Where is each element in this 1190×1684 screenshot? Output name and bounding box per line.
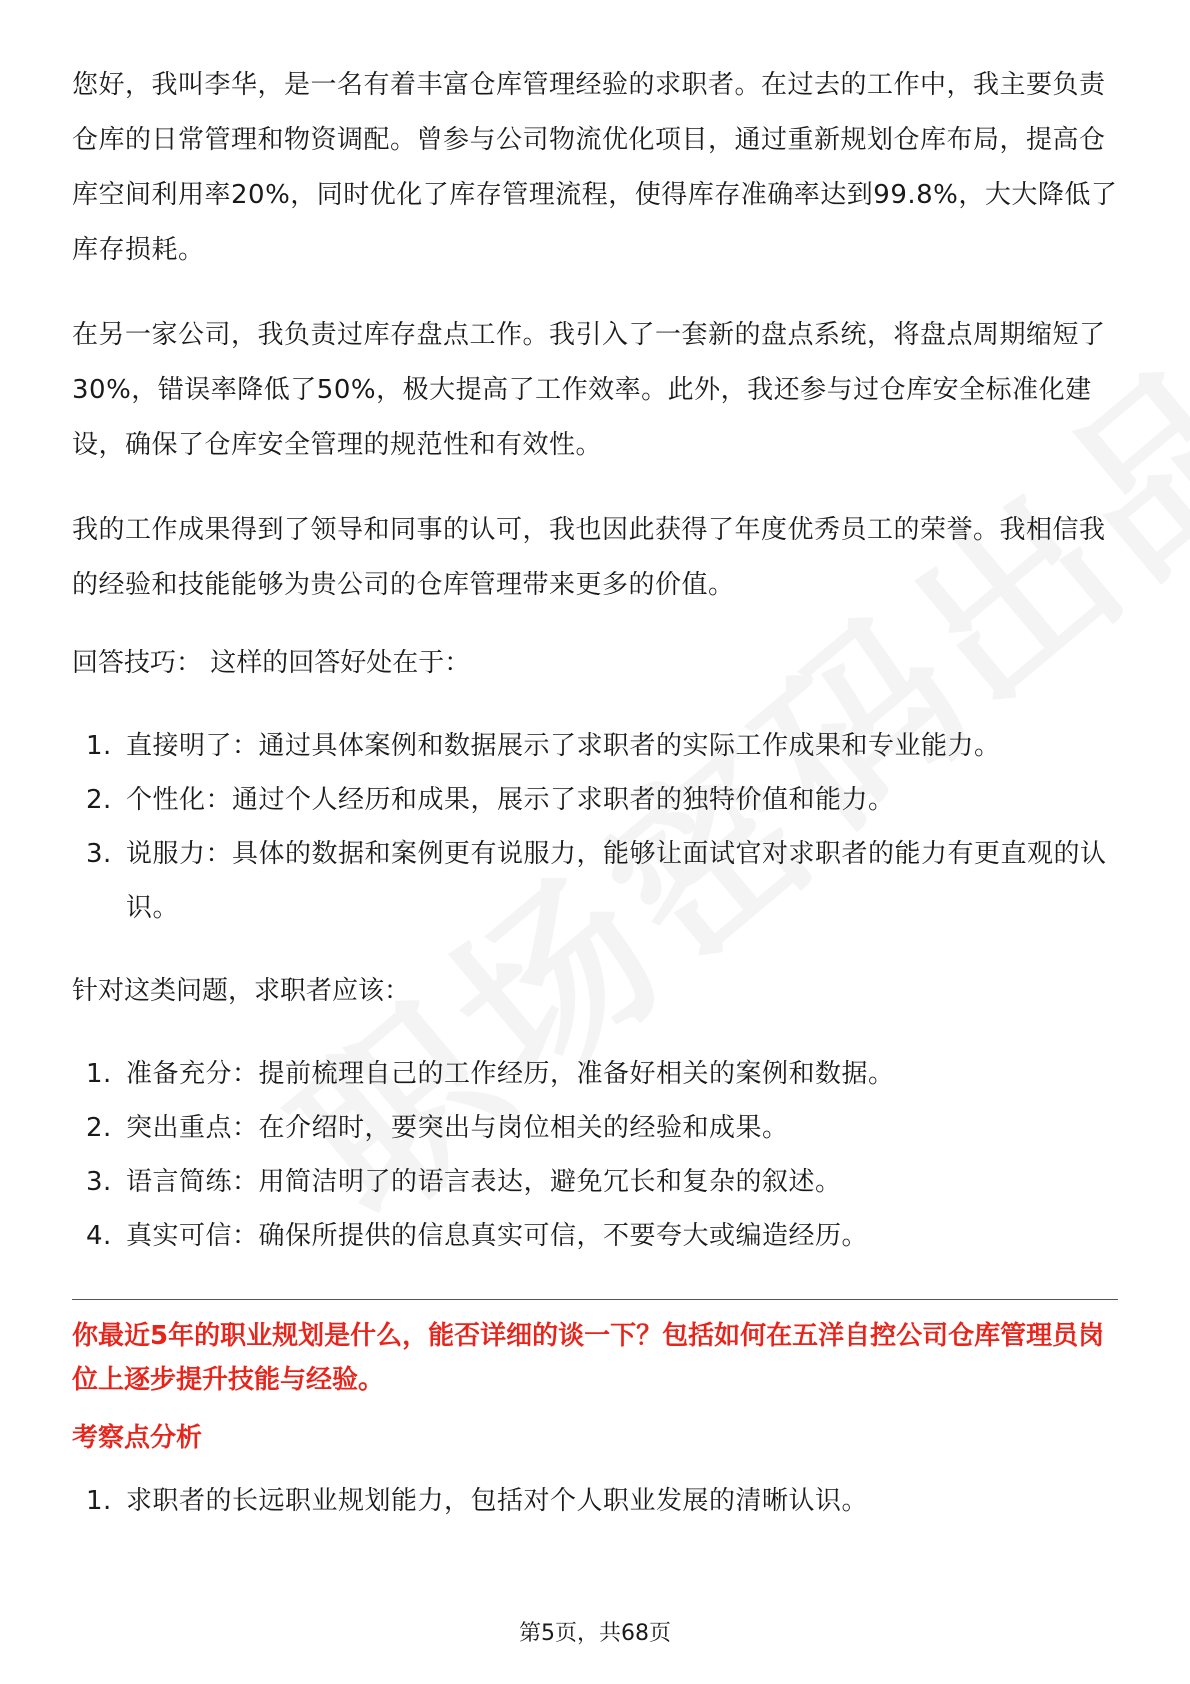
- tips-label: 回答技巧： 这样的回答好处在于：: [72, 648, 471, 678]
- section-divider: [72, 1299, 1118, 1300]
- analysis-list: [72, 1474, 1118, 1528]
- list-item: [72, 719, 1118, 773]
- list-number: 1.: [86, 731, 112, 761]
- interview-question: 你最近5年的职业规划是什么，能否详细的谈一下？包括如何在五洋自控公司仓库管理员岗位上逐步提升技能与经验。: [72, 1321, 1105, 1395]
- list-number: 2.: [86, 785, 112, 815]
- list-number: 2.: [86, 1113, 112, 1143]
- list-item: [72, 827, 1118, 935]
- list-number: 3.: [86, 1167, 112, 1197]
- list-text: 语言简练：用简洁明了的语言表达，避免冗长和复杂的叙述。: [126, 1167, 842, 1197]
- analysis-title: 考察点分析: [72, 1423, 203, 1453]
- tips-list: [72, 719, 1118, 935]
- list-text: 真实可信：确保所提供的信息真实可信，不要夸大或编造经历。: [126, 1221, 869, 1251]
- list-text: 直接明了：通过具体案例和数据展示了求职者的实际工作成果和专业能力。: [126, 731, 1001, 761]
- list-item: [72, 773, 1118, 827]
- list-item: [72, 1474, 1118, 1528]
- answer-paragraph-3: 我的工作成果得到了领导和同事的认可，我也因此获得了年度优秀员工的荣誉。我相信我的经验和技能能够为贵公司的仓库管理带来更多的价值。: [72, 515, 1106, 600]
- list-number: 1.: [86, 1486, 112, 1516]
- list-number: 4.: [86, 1221, 112, 1251]
- list-item: [72, 1155, 1118, 1209]
- list-item: [72, 1101, 1118, 1155]
- list-item: [72, 1047, 1118, 1101]
- advice-list: [72, 1047, 1118, 1263]
- answer-paragraph-1: 您好，我叫李华，是一名有着丰富仓库管理经验的求职者。在过去的工作中，我主要负责仓库的日常管理和物资调配。曾参与公司物流优化项目，通过重新规划仓库布局，提高仓库空间利用率20%，同时优化了库存管理流程，使得库存准确率达到99.8%，大大降低了库存损耗。: [72, 70, 1118, 265]
- list-number: 1.: [86, 1059, 112, 1089]
- advice-label: 针对这类问题，求职者应该：: [72, 976, 411, 1006]
- answer-paragraph-2: 在另一家公司，我负责过库存盘点工作。我引入了一套新的盘点系统，将盘点周期缩短了30%，错误率降低了50%，极大提高了工作效率。此外，我还参与过仓库安全标准化建设，确保了仓库安全管理的规范性和有效性。: [72, 320, 1106, 460]
- page-number: 第5页，共68页: [519, 1621, 671, 1646]
- list-text: 准备充分：提前梳理自己的工作经历，准备好相关的案例和数据。: [126, 1059, 895, 1089]
- list-item: [72, 1209, 1118, 1263]
- list-text: 说服力：具体的数据和案例更有说服力，能够让面试官对求职者的能力有更直观的认识。: [126, 839, 1107, 923]
- list-text: 个性化：通过个人经历和成果，展示了求职者的独特价值和能力。: [126, 785, 895, 815]
- list-text: 突出重点：在介绍时，要突出与岗位相关的经验和成果。: [126, 1113, 789, 1143]
- list-number: 3.: [86, 839, 112, 869]
- document-page: [72, 58, 1118, 1564]
- list-text: 求职者的长远职业规划能力，包括对个人职业发展的清晰认识。: [126, 1486, 869, 1516]
